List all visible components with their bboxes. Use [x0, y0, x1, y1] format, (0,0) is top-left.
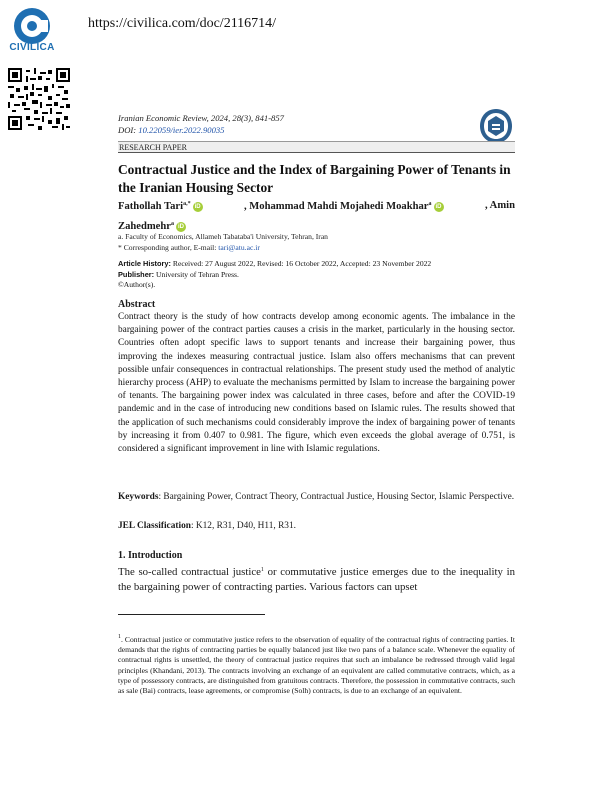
footnote-divider: [118, 614, 265, 615]
jel-text: : K12, R31, D40, H11, R31.: [190, 521, 296, 531]
history-label: Article History:: [118, 259, 171, 268]
doi-link[interactable]: 10.22059/ier.2022.90035: [138, 124, 225, 135]
document-url[interactable]: https://civilica.com/doc/2116714/: [88, 16, 277, 31]
journal-citation: Iranian Economic Review, 2024, 28(3), 841-857: [118, 113, 284, 123]
qr-code-icon: [8, 68, 70, 130]
author-3[interactable]: [118, 221, 186, 232]
intro-text-b: or commutative justice emerges due to the inequality in the bargaining power of contracting parties. Various factors can upset: [118, 566, 515, 594]
author-list: [118, 196, 515, 235]
corresponding-author: [118, 242, 328, 253]
intro-text-a: The so-called contractual justice: [118, 566, 261, 578]
author-1-sup: a,*: [183, 201, 191, 207]
author-2-sup: a: [428, 201, 432, 207]
keywords: [118, 491, 515, 504]
orcid-icon[interactable]: iD: [177, 223, 184, 230]
footnote: [118, 632, 515, 696]
author-3-sup: a: [170, 220, 174, 227]
paper-title: Contractual Justice and the Index of Bargaining Power of Tenants in the Iranian Housing Sector: [118, 162, 511, 195]
university-seal-icon: [478, 107, 514, 145]
jel-label: JEL Classification: [118, 521, 191, 531]
journal-citation-block: [118, 113, 284, 136]
email-link[interactable]: tari@atu.ac.ir: [218, 243, 260, 252]
keywords-label: Keywords: [118, 492, 159, 502]
author-2-name: , Mohammad Mahdi Mojahedi Moakhar: [244, 201, 429, 212]
affiliation-line: a. Faculty of Economics, Allameh Tabataba'i University, Tehran, Iran: [118, 232, 328, 241]
author-2[interactable]: [244, 196, 444, 216]
footnote-text: . Contractual justice or commutative justice refers to the observation of equality of the contractual rights of contracting parties. It demands that the rights of contracting parties be equally balanced just like two pans of a balance scale. Whenever the equality of contractual rights is unsettled, the theory of contractual justice requires that such an imbalance be redressed through valid legal principles (Khandani, 2013). The contracts involving an exchange of an equivalent are called commutative contracts, which, as a type of possessory contracts, are distinguished from gratuitous contracts. Therefore, the possession in commutative contracts, such as sale (Bai) contracts, lease agreements, or compromise (Solh) contracts, is due to an exchange of an equivalent.: [118, 635, 515, 696]
keywords-text: : Bargaining Power, Contract Theory, Contractual Justice, Housing Sector, Islamic Perspective.: [158, 492, 515, 502]
logo-text: CIVILICA: [9, 42, 55, 53]
introduction-text: [118, 563, 515, 595]
corresponding-prefix: * Corresponding author, E-mail:: [118, 243, 219, 252]
history-text: Received: 27 August 2022, Revised: 16 October 2022, Accepted: 23 November 2022: [170, 259, 432, 268]
introduction-heading: 1. Introduction: [118, 550, 183, 561]
abstract-text: Contract theory is the study of how contracts develop among economic agents. The imbalance in the bargaining power of the contract parties causes a crisis in the market, particularly in the housing sector. Countries often adopt specific laws to support tenants and increase their bargaining power, thus improving the indexes measuring contractual justice. Islam also offers mechanisms that can prevent possible unfair consequences in contractual relationships. The present study used the method of analytic hierarchy process (AHP) to evaluate the mechanisms permitted by Islam to increase the bargaining power of tenants. The bargaining power index was calculated in three cases, before and after the COVID-19 pandemic and in the case of introducing new conditions based on Islamic rules. The results showed that the application of such mechanisms could considerably improve the index of bargaining power of tenants by increasing it from 0.407 to 0.981. The figure, which even exceeds the global average of 0.751, is considered a significant improvement in line with Islamic regulations.: [118, 312, 515, 455]
abstract-heading: Abstract: [118, 299, 156, 310]
jel-classification: [118, 520, 296, 533]
footnote-number: 1: [118, 634, 121, 640]
author-3-name: Zahedmehr: [118, 220, 171, 232]
author-3-part1: , Amin: [484, 200, 515, 211]
article-history: [118, 259, 518, 291]
publisher-label: Publisher:: [118, 269, 155, 279]
orcid-icon[interactable]: iD: [194, 204, 201, 210]
affiliations: [118, 231, 328, 253]
section-label: RESEARCH PAPER: [118, 141, 515, 153]
orcid-icon[interactable]: iD: [435, 204, 442, 210]
doi-label: DOI:: [118, 124, 139, 135]
journal-doi: [118, 125, 284, 137]
copyright: ©Author(s).: [118, 280, 156, 289]
author-1-name: Fathollah Tari: [118, 201, 184, 212]
publisher-name: University of Tehran Press.: [154, 269, 239, 279]
footnote-marker[interactable]: 1: [260, 567, 264, 573]
author-1[interactable]: [118, 196, 203, 216]
